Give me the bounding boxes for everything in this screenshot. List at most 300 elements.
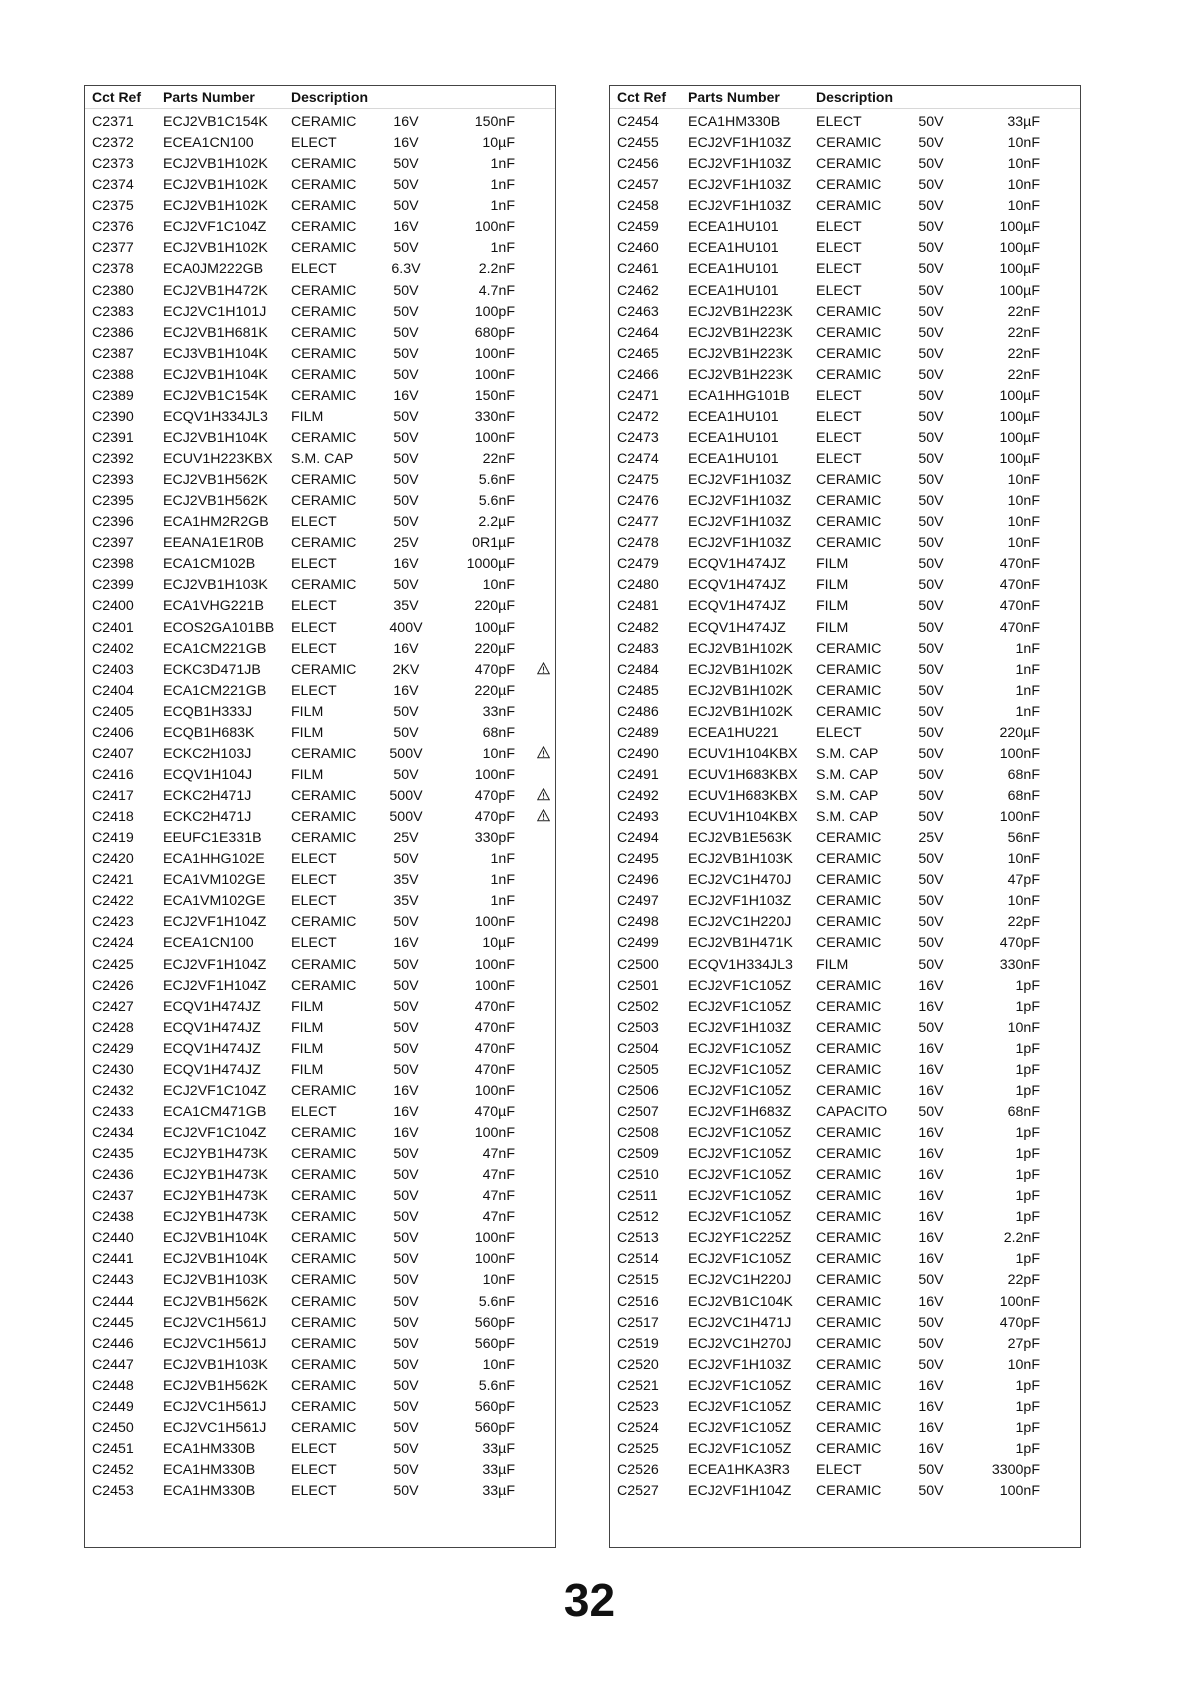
cct-ref-cell: C2484 — [617, 661, 659, 678]
description-cell: CERAMIC — [816, 893, 882, 910]
parts-number-cell: ECJ2VB1H472K — [163, 282, 268, 299]
table-row — [85, 428, 555, 449]
voltage-cell: 50V — [393, 198, 419, 215]
value-cell: 470nF — [999, 598, 1040, 615]
voltage-cell: 50V — [393, 1314, 419, 1331]
parts-number-cell: ECEA1HKA3R3 — [688, 1462, 790, 1478]
value-cell: 10nF — [1007, 198, 1040, 215]
cct-ref-cell: C2383 — [92, 303, 134, 320]
description-cell: FILM — [291, 408, 324, 425]
description-cell: CERAMIC — [291, 977, 357, 994]
value-cell: 100µF — [999, 451, 1040, 467]
table-row — [85, 955, 555, 976]
table-row — [85, 575, 555, 596]
cct-ref-cell: C2440 — [92, 1230, 134, 1247]
voltage-cell: 16V — [918, 1419, 944, 1436]
parts-number-cell: ECJ2VB1H103K — [163, 1356, 268, 1373]
value-cell: 22nF — [1007, 366, 1040, 383]
voltage-cell: 50V — [393, 408, 419, 425]
table-row — [610, 386, 1080, 407]
value-cell: 100nF — [474, 1125, 515, 1141]
description-cell: CERAMIC — [291, 198, 357, 215]
voltage-cell: 50V — [393, 1061, 419, 1078]
value-cell: 10nF — [1007, 535, 1040, 552]
table-row — [85, 470, 555, 491]
header-description: Description — [816, 89, 894, 105]
value-cell: 10nF — [1007, 1356, 1040, 1373]
description-cell: CERAMIC — [291, 345, 357, 362]
cct-ref-cell: C2513 — [617, 1230, 659, 1247]
value-cell: 470nF — [474, 1019, 515, 1036]
value-cell: 100µF — [999, 429, 1040, 446]
voltage-cell: 50V — [918, 282, 944, 299]
table-row — [610, 1228, 1080, 1249]
parts-number-cell: ECJ2VB1H562K — [163, 472, 268, 489]
parts-number-cell: EEUFC1E331B — [163, 830, 262, 847]
cct-ref-cell: C2478 — [617, 535, 659, 552]
parts-number-cell: ECEA1HU101 — [688, 219, 779, 236]
parts-number-cell: ECQV1H474JZ — [163, 1019, 261, 1036]
value-cell: 22nF — [1007, 324, 1040, 341]
parts-number-cell: ECUV1H683KBX — [688, 788, 798, 804]
cct-ref-cell: C2432 — [92, 1082, 134, 1099]
voltage-cell: 50V — [393, 998, 419, 1015]
description-cell: CERAMIC — [816, 640, 882, 657]
cct-ref-cell: C2422 — [92, 893, 134, 910]
table-row — [610, 786, 1080, 807]
parts-number-cell: ECJ2VB1H223K — [688, 345, 793, 362]
voltage-cell: 50V — [918, 303, 944, 320]
voltage-cell: 16V — [393, 387, 419, 404]
voltage-cell: 500V — [389, 788, 423, 804]
voltage-cell: 16V — [918, 1251, 944, 1268]
cct-ref-cell: C2479 — [617, 556, 659, 573]
voltage-cell: 35V — [393, 598, 419, 615]
table-row — [85, 512, 555, 533]
table-row — [610, 533, 1080, 554]
voltage-cell: 50V — [393, 240, 419, 257]
voltage-cell: 50V — [918, 661, 944, 678]
table-row — [85, 1228, 555, 1249]
table-row — [85, 849, 555, 870]
cct-ref-cell: C2390 — [92, 408, 134, 425]
table-row — [610, 1376, 1080, 1397]
voltage-cell: 50V — [918, 198, 944, 215]
voltage-cell: 16V — [918, 1125, 944, 1141]
table-row — [610, 997, 1080, 1018]
description-cell: ELECT — [816, 1462, 862, 1478]
description-cell: CERAMIC — [816, 345, 882, 362]
description-cell: ELECT — [291, 261, 337, 278]
parts-number-cell: ECUV1H104KBX — [688, 745, 798, 762]
parts-number-cell: ECJ2VB1H562K — [163, 1293, 268, 1310]
description-cell: CERAMIC — [291, 661, 357, 678]
description-cell: CERAMIC — [816, 935, 882, 952]
cct-ref-cell: C2460 — [617, 240, 659, 257]
parts-number-cell: ECEA1HU101 — [688, 408, 779, 425]
page-number: 32 — [563, 1574, 616, 1626]
table-row — [85, 702, 555, 723]
value-cell: 470nF — [474, 998, 515, 1015]
cct-ref-cell: C2492 — [617, 788, 659, 804]
value-cell: 5.6nF — [478, 493, 515, 510]
voltage-cell: 50V — [393, 1483, 419, 1500]
value-cell: 470nF — [474, 1040, 515, 1057]
table-row — [610, 870, 1080, 891]
table-row — [610, 1102, 1080, 1123]
cct-ref-cell: C2446 — [92, 1335, 134, 1352]
voltage-cell: 50V — [918, 156, 944, 173]
description-cell: CERAMIC — [816, 366, 882, 383]
voltage-cell: 50V — [393, 724, 419, 741]
cct-ref-cell: C2454 — [617, 114, 659, 130]
voltage-cell: 16V — [918, 1040, 944, 1057]
description-cell: CAPACITO — [816, 1103, 888, 1120]
cct-ref-cell: C2401 — [92, 619, 134, 636]
cct-ref-cell: C2481 — [617, 598, 659, 615]
cct-ref-cell: C2502 — [617, 998, 659, 1015]
parts-number-cell: ECQV1H474JZ — [688, 619, 786, 636]
parts-number-cell: ECJ2VB1H102K — [688, 682, 793, 699]
value-cell: 330pF — [474, 830, 515, 847]
value-cell: 220µF — [474, 598, 515, 615]
description-cell: CERAMIC — [291, 240, 357, 257]
table-header — [85, 86, 555, 109]
parts-number-cell: ECEA1CN100 — [163, 135, 254, 152]
parts-number-cell: ECQV1H104J — [163, 766, 253, 783]
table-row — [610, 618, 1080, 639]
parts-number-cell: ECJ2VF1C105Z — [688, 1377, 792, 1394]
parts-number-cell: ECJ2VB1H681K — [163, 324, 268, 341]
value-cell: 1000µF — [466, 556, 515, 573]
description-cell: CERAMIC — [291, 1209, 357, 1226]
value-cell: 22nF — [482, 451, 515, 467]
description-cell: ELECT — [291, 619, 337, 636]
voltage-cell: 50V — [393, 282, 419, 299]
cct-ref-cell: C2504 — [617, 1040, 659, 1057]
description-cell: CERAMIC — [291, 1272, 357, 1289]
cct-ref-cell: C2451 — [92, 1440, 134, 1457]
value-cell: 470nF — [999, 619, 1040, 636]
table-row — [610, 744, 1080, 765]
voltage-cell: 16V — [918, 1230, 944, 1247]
voltage-cell: 16V — [393, 935, 419, 952]
parts-number-cell: ECQV1H474JZ — [163, 998, 261, 1015]
description-cell: CERAMIC — [816, 1188, 882, 1205]
parts-number-cell: ECJ2VC1H220J — [688, 1272, 792, 1289]
voltage-cell: 25V — [393, 535, 419, 552]
value-cell: 22pF — [1007, 1272, 1040, 1289]
value-cell: 1nF — [490, 177, 515, 194]
cct-ref-cell: C2402 — [92, 640, 134, 657]
voltage-cell: 50V — [393, 429, 419, 446]
cct-ref-cell: C2380 — [92, 282, 134, 299]
parts-number-cell: ECJ2VB1H562K — [163, 1377, 268, 1394]
parts-number-cell: ECEA1HU221 — [688, 724, 779, 741]
voltage-cell: 50V — [918, 514, 944, 531]
parts-number-cell: ECJ2VF1C105Z — [688, 977, 792, 994]
description-cell: FILM — [816, 577, 849, 594]
voltage-cell: 50V — [393, 324, 419, 341]
parts-number-cell: ECJ2VB1H562K — [163, 493, 268, 510]
value-cell: 5.6nF — [478, 472, 515, 489]
parts-number-cell: ECJ2VF1H103Z — [688, 535, 792, 552]
description-cell: CERAMIC — [291, 472, 357, 489]
description-cell: CERAMIC — [816, 1483, 882, 1500]
table-row — [85, 1165, 555, 1186]
parts-number-cell: ECJ2VB1C154K — [163, 114, 268, 130]
table-row — [85, 407, 555, 428]
value-cell: 22nF — [1007, 303, 1040, 320]
description-cell: CERAMIC — [291, 177, 357, 194]
voltage-cell: 50V — [918, 493, 944, 510]
value-cell: 220µF — [474, 682, 515, 699]
cct-ref-cell: C2515 — [617, 1272, 659, 1289]
voltage-cell: 50V — [393, 1146, 419, 1163]
value-cell: 100nF — [474, 1230, 515, 1247]
value-cell: 33µF — [1007, 114, 1040, 130]
table-row — [85, 1144, 555, 1165]
description-cell: CERAMIC — [816, 1209, 882, 1226]
value-cell: 100nF — [474, 1082, 515, 1099]
parts-number-cell: ECJ2VF1C105Z — [688, 1082, 792, 1099]
parts-number-cell: ECJ2VB1H104K — [163, 1230, 268, 1247]
parts-number-cell: ECJ2VC1H561J — [163, 1314, 267, 1331]
table-row — [85, 1292, 555, 1313]
description-cell: S.M. CAP — [816, 766, 879, 783]
voltage-cell: 50V — [918, 1019, 944, 1036]
description-cell: ELECT — [291, 514, 337, 531]
table-row — [610, 407, 1080, 428]
voltage-cell: 16V — [918, 1082, 944, 1099]
table-row — [610, 828, 1080, 849]
voltage-cell: 16V — [393, 1103, 419, 1120]
description-cell: CERAMIC — [291, 493, 357, 510]
parts-number-cell: ECJ2VB1H102K — [163, 177, 268, 194]
parts-number-cell: ECJ2VF1C105Z — [688, 1209, 792, 1226]
table-row — [85, 323, 555, 344]
value-cell: 100µF — [999, 219, 1040, 236]
description-cell: CERAMIC — [291, 1230, 357, 1247]
parts-number-cell: ECJ2VF1H103Z — [688, 893, 792, 910]
voltage-cell: 16V — [918, 998, 944, 1015]
table-row — [610, 912, 1080, 933]
value-cell: 100nF — [474, 766, 515, 783]
cct-ref-cell: C2378 — [92, 261, 134, 278]
value-cell: 100nF — [474, 219, 515, 236]
cct-ref-cell: C2476 — [617, 493, 659, 510]
cct-ref-cell: C2387 — [92, 345, 134, 362]
description-cell: CERAMIC — [816, 682, 882, 699]
parts-table-right — [609, 85, 1081, 1548]
cct-ref-cell: C2452 — [92, 1462, 134, 1478]
parts-number-cell: ECJ2VF1H104Z — [163, 956, 267, 973]
voltage-cell: 50V — [393, 1462, 419, 1478]
cct-ref-cell: C2428 — [92, 1019, 134, 1036]
parts-number-cell: ECJ2YB1H473K — [163, 1167, 268, 1184]
cct-ref-cell: C2419 — [92, 830, 134, 847]
parts-number-cell: ECQV1H474JZ — [688, 598, 786, 615]
value-cell: 100µF — [999, 240, 1040, 257]
value-cell: 560pF — [474, 1335, 515, 1352]
table-row — [85, 302, 555, 323]
value-cell: 33µF — [482, 1440, 515, 1457]
value-cell: 10nF — [1007, 156, 1040, 173]
description-cell: CERAMIC — [291, 1125, 357, 1141]
description-cell: ELECT — [291, 935, 337, 952]
description-cell: ELECT — [291, 135, 337, 152]
value-cell: 560pF — [474, 1419, 515, 1436]
table-row — [610, 449, 1080, 470]
voltage-cell: 16V — [918, 1188, 944, 1205]
description-cell: ELECT — [816, 408, 862, 425]
parts-number-cell: ECJ2VF1C105Z — [688, 1188, 792, 1205]
description-cell: CERAMIC — [291, 1146, 357, 1163]
description-cell: CERAMIC — [816, 1019, 882, 1036]
voltage-cell: 50V — [393, 156, 419, 173]
cct-ref-cell: C2377 — [92, 240, 134, 257]
description-cell: CERAMIC — [816, 1398, 882, 1415]
cct-ref-cell: C2406 — [92, 724, 134, 741]
table-row — [610, 1334, 1080, 1355]
value-cell: 100µF — [999, 387, 1040, 404]
cct-ref-cell: C2517 — [617, 1314, 659, 1331]
cct-ref-cell: C2503 — [617, 1019, 659, 1036]
cct-ref-cell: C2472 — [617, 408, 659, 425]
table-row — [610, 365, 1080, 386]
parts-number-cell: ECUV1H683KBX — [688, 766, 798, 783]
cct-ref-cell: C2466 — [617, 366, 659, 383]
voltage-cell: 16V — [918, 1293, 944, 1310]
voltage-cell: 16V — [918, 1377, 944, 1394]
description-cell: CERAMIC — [291, 324, 357, 341]
value-cell: 1pF — [1015, 1167, 1040, 1184]
cct-ref-cell: C2392 — [92, 451, 134, 467]
value-cell: 33nF — [482, 703, 515, 720]
value-cell: 100nF — [999, 745, 1040, 762]
cct-ref-cell: C2506 — [617, 1082, 659, 1099]
cct-ref-cell: C2443 — [92, 1272, 134, 1289]
cct-ref-cell: C2495 — [617, 851, 659, 868]
table-row — [610, 1186, 1080, 1207]
value-cell: 1pF — [1015, 1125, 1040, 1141]
cct-ref-cell: C2435 — [92, 1146, 134, 1163]
description-cell: CERAMIC — [291, 1356, 357, 1373]
voltage-cell: 50V — [918, 240, 944, 257]
value-cell: 22pF — [1007, 914, 1040, 931]
description-cell: CERAMIC — [816, 324, 882, 341]
description-cell: CERAMIC — [291, 1377, 357, 1394]
cct-ref-cell: C2465 — [617, 345, 659, 362]
description-cell: ELECT — [816, 387, 862, 404]
value-cell: 22nF — [1007, 345, 1040, 362]
voltage-cell: 50V — [393, 1209, 419, 1226]
parts-number-cell: ECQV1H474JZ — [163, 1040, 261, 1057]
description-cell: S.M. CAP — [291, 451, 354, 467]
description-cell: FILM — [816, 956, 849, 973]
table-row — [85, 1060, 555, 1081]
value-cell: 10µF — [482, 935, 515, 952]
parts-number-cell: ECJ2VF1H103Z — [688, 1356, 792, 1373]
parts-number-cell: ECEA1HU101 — [688, 261, 779, 278]
voltage-cell: 50V — [393, 1167, 419, 1184]
parts-number-cell: ECJ2VF1H104Z — [163, 977, 267, 994]
table-row — [610, 1165, 1080, 1186]
table-row — [85, 217, 555, 238]
parts-number-cell: ECJ2VB1H102K — [688, 703, 793, 720]
table-row — [85, 870, 555, 891]
description-cell: CERAMIC — [291, 1419, 357, 1436]
description-cell: CERAMIC — [291, 1314, 357, 1331]
description-cell: CERAMIC — [291, 1167, 357, 1184]
voltage-cell: 50V — [918, 935, 944, 952]
cct-ref-cell: C2477 — [617, 514, 659, 531]
value-cell: 68nF — [1007, 1103, 1040, 1120]
parts-number-cell: ECJ2YF1C225Z — [688, 1230, 792, 1247]
voltage-cell: 50V — [918, 724, 944, 741]
description-cell: FILM — [816, 556, 849, 573]
value-cell: 220µF — [999, 724, 1040, 741]
parts-number-cell: ECJ2VB1H104K — [163, 366, 268, 383]
parts-number-cell: ECA1CM221GB — [163, 682, 267, 699]
cct-ref-cell: C2434 — [92, 1125, 134, 1141]
table-row — [85, 997, 555, 1018]
parts-number-cell: ECUV1H223KBX — [163, 451, 273, 467]
voltage-cell: 50V — [918, 745, 944, 762]
voltage-cell: 50V — [393, 956, 419, 973]
table-row — [85, 1355, 555, 1376]
value-cell: 1pF — [1015, 1440, 1040, 1457]
description-cell: CERAMIC — [816, 977, 882, 994]
parts-number-cell: ECJ2VF1H104Z — [163, 914, 267, 931]
table-row — [85, 1102, 555, 1123]
parts-number-cell: ECJ2VF1C105Z — [688, 1061, 792, 1078]
parts-number-cell: ECJ2VF1C104Z — [163, 1125, 267, 1141]
parts-number-cell: ECJ2VC1H471J — [688, 1314, 792, 1331]
value-cell: 10nF — [1007, 493, 1040, 510]
table-row — [85, 660, 555, 681]
cct-ref-cell: C2396 — [92, 514, 134, 531]
value-cell: 100nF — [474, 956, 515, 973]
table-row — [610, 1397, 1080, 1418]
table-row — [610, 807, 1080, 828]
description-cell: CERAMIC — [816, 1082, 882, 1099]
parts-number-cell: ECJ2VF1H103Z — [688, 1019, 792, 1036]
parts-number-cell: ECJ2VF1C105Z — [688, 1440, 792, 1457]
value-cell: 100pF — [474, 303, 515, 320]
description-cell: ELECT — [816, 282, 862, 299]
cct-ref-cell: C2405 — [92, 703, 134, 720]
table-row — [610, 196, 1080, 217]
value-cell: 1pF — [1015, 1398, 1040, 1415]
value-cell: 100nF — [999, 809, 1040, 826]
description-cell: CERAMIC — [291, 535, 357, 552]
value-cell: 1nF — [490, 240, 515, 257]
table-row — [85, 259, 555, 280]
cct-ref-cell: C2482 — [617, 619, 659, 636]
cct-ref-cell: C2403 — [92, 661, 134, 678]
value-cell: 5.6nF — [478, 1293, 515, 1310]
description-cell: CERAMIC — [816, 1167, 882, 1184]
parts-number-cell: ECJ2VF1C105Z — [688, 1251, 792, 1268]
cct-ref-cell: C2391 — [92, 429, 134, 446]
cct-ref-cell: C2416 — [92, 766, 134, 783]
description-cell: ELECT — [816, 240, 862, 257]
description-cell: CERAMIC — [816, 1230, 882, 1247]
value-cell: 47nF — [482, 1167, 515, 1184]
parts-number-cell: ECJ2VF1H103Z — [688, 472, 792, 489]
parts-number-cell: ECJ2VB1H103K — [163, 577, 268, 594]
